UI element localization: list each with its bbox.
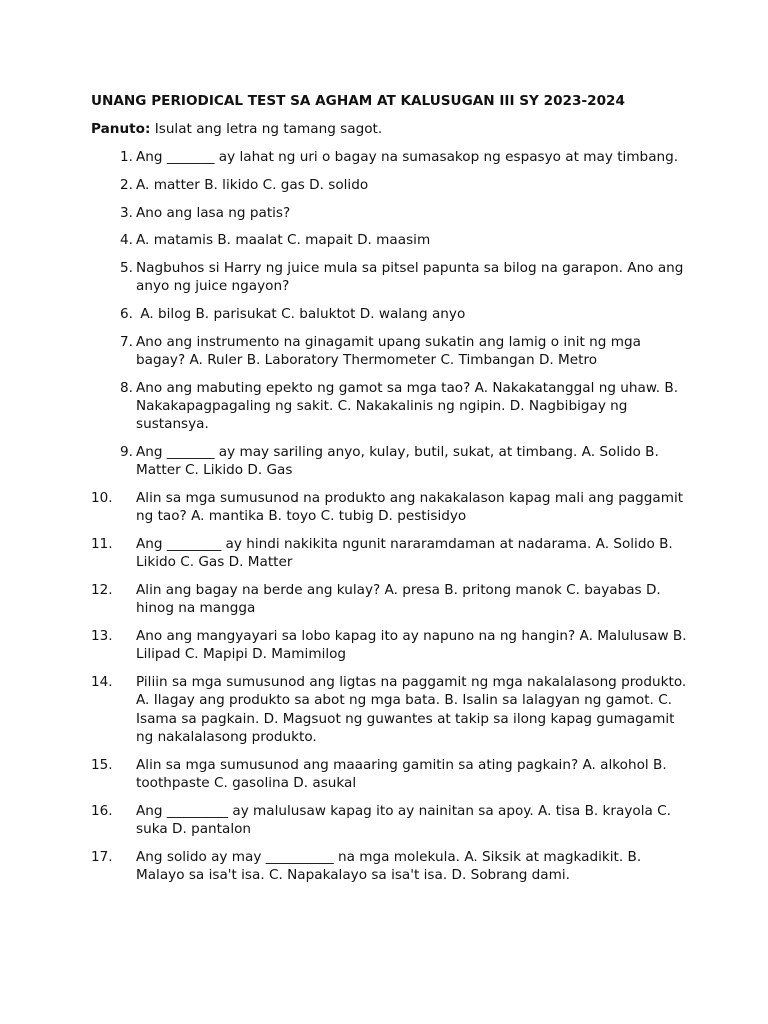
question-text: Alin sa mga sumusunod na produkto ang nakakalason kapag mali ang paggamit ng tao? A. mantika B. toyo C. tubig D. pestisidyo: [136, 490, 684, 525]
question-number: 3.: [120, 204, 133, 221]
question-item: [91, 443, 691, 479]
question-number: 15.: [91, 756, 113, 773]
question-text: Ano ang lasa ng patis?: [136, 204, 291, 221]
question-list: [91, 148, 691, 894]
question-number: 6.: [120, 306, 133, 323]
question-number: 11.: [91, 536, 113, 553]
question-text: Ano ang mabuting epekto ng gamot sa mga tao? A. Nakakatanggal ng uhaw. B. Nakakapagpagaling ng sakit. C. Nakakalinis ng ngipin. D. Nagbibigay ng sustansya.: [136, 379, 679, 433]
instruction-label: Panuto:: [91, 121, 151, 137]
question-number: 4.: [120, 232, 133, 249]
question-item: [91, 176, 691, 194]
question-text: Alin ang bagay na berde ang kulay? A. presa B. pritong manok C. bayabas D. hinog na mangga: [136, 582, 661, 617]
question-item: [91, 627, 691, 663]
question-item: [91, 581, 691, 617]
question-text: Piliin sa mga sumusunod ang ligtas na paggamit ng mga nakalalasong produkto. A. Ilagay ang produkto sa abot ng mga bata. B. Isalin sa lalagyan ng gamot. C. Isama sa pagkain. D. Magsuot ng guwantes at takip sa ilong kapag gumagamit ng nakalalasong produkto.: [136, 674, 687, 745]
question-text: Ano ang mangyayari sa lobo kapag ito ay napuno na ng hangin? A. Malulusaw B. Lilipad C. Mapipi D. Mamimilog: [136, 628, 687, 663]
question-number: 8.: [120, 379, 133, 396]
question-number: 2.: [120, 176, 133, 193]
question-number: 13.: [91, 628, 113, 645]
question-number: 12.: [91, 582, 113, 599]
question-number: 1.: [120, 149, 133, 165]
instruction-text: Isulat ang letra ng tamang sagot.: [150, 121, 383, 137]
question-text: Ang _______ ay may sariling anyo, kulay, butil, sukat, at timbang. A. Solido B. Matter C. Likido D. Gas: [136, 444, 659, 479]
question-item: [91, 204, 691, 222]
question-item: [91, 379, 691, 434]
question-item: [91, 848, 691, 884]
question-text: Ang solido ay may __________ na mga molekula. A. Siksik at magkadikit. B. Malayo sa isa't isa. C. Napakalayo sa isa't isa. D. Sobrang dami.: [136, 848, 642, 883]
question-number: 7.: [120, 333, 133, 350]
question-text: Ano ang instrumento na ginagamit upang sukatin ang lamig o init ng mga bagay? A. Ruler B. Laboratory Thermometer C. Timbangan D. Metro: [136, 333, 641, 369]
question-item: [91, 231, 691, 249]
question-number: 9.: [120, 444, 133, 461]
question-item: [91, 148, 691, 166]
question-number: 10.: [91, 490, 113, 507]
document-title: UNANG PERIODICAL TEST SA AGHAM AT KALUSUGAN III SY 2023-2024: [91, 93, 625, 109]
question-text: A. matter B. likido C. gas D. solido: [136, 176, 369, 193]
question-text: Ang ________ ay hindi nakikita ngunit nararamdaman at nadarama. A. Solido B. Likido C. Gas D. Matter: [136, 536, 673, 571]
question-number: 5.: [120, 260, 133, 277]
question-item: [91, 535, 691, 571]
question-number: 17.: [91, 848, 113, 865]
question-text: Ang _________ ay malulusaw kapag ito ay nainitan sa apoy. A. tisa B. krayola C. suka D. pantalon: [136, 802, 671, 837]
question-number: 16.: [91, 802, 113, 819]
question-text: A. bilog B. parisukat C. baluktot D. walang anyo: [136, 306, 466, 323]
question-text: Ang _______ ay lahat ng uri o bagay na sumasakop ng espasyo at may timbang.: [136, 149, 679, 165]
question-item: [91, 259, 691, 295]
question-item: [91, 673, 691, 746]
question-item: [91, 489, 691, 525]
question-item: [91, 333, 691, 369]
question-text: Alin sa mga sumusunod ang maaaring gamitin sa ating pagkain? A. alkohol B. toothpaste C. gasolina D. asukal: [136, 756, 667, 791]
question-item: [91, 305, 691, 323]
instruction-line: [91, 120, 382, 138]
question-text: Nagbuhos si Harry ng juice mula sa pitsel papunta sa bilog na garapon. Ano ang anyo ng juice ngayon?: [136, 260, 684, 295]
question-number: 14.: [91, 674, 113, 691]
question-text: A. matamis B. maalat C. mapait D. maasim: [136, 232, 431, 249]
question-item: [91, 802, 691, 838]
question-item: [91, 756, 691, 792]
